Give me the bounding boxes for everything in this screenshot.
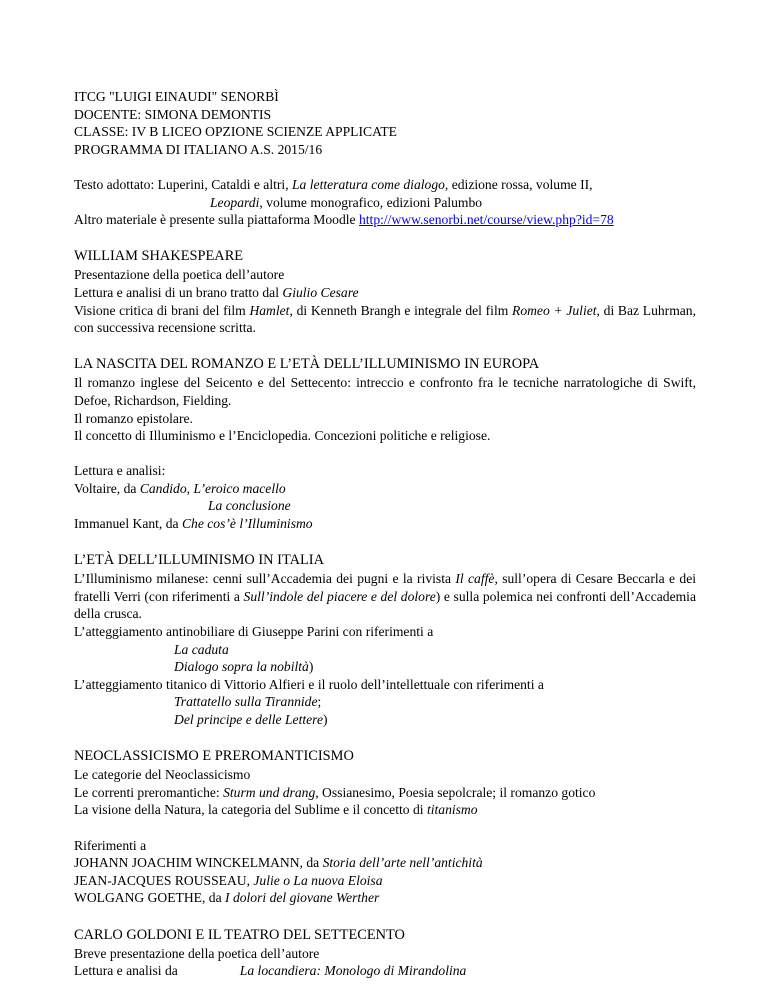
section-title-shakespeare: WILLIAM SHAKESPEARE: [74, 248, 244, 265]
parini-line: L’atteggiamento antinobiliare di Giuseppe Parini con riferimenti a: [74, 624, 434, 640]
voltaire-line-2: La conclusione: [208, 498, 291, 514]
neo-line-2: Le correnti preromantiche: Sturm und drang, Ossianesimo, Poesia sepolcrale; il romanzo gotico: [74, 784, 596, 800]
kant-line: Immanuel Kant, da Che cos’è l’Illuminismo: [74, 516, 313, 532]
adopted-text: Testo adottato: Luperini, Cataldi e altri, La letteratura come dialogo, edizione rossa, volume II,: [74, 176, 593, 192]
romanzo-line-2: Il romanzo epistolare.: [74, 410, 193, 426]
neo-ref-2: JEAN-JACQUES ROUSSEAU, Julie o La nuova Eloisa: [74, 872, 383, 888]
goldoni-line-1: Breve presentazione della poetica dell’autore: [74, 945, 320, 961]
neo-line-3: La visione della Natura, la categoria del Sublime e il concetto di titanismo: [74, 802, 478, 818]
romanzo-reading: Lettura e analisi:: [74, 463, 166, 479]
section-title-goldoni: CARLO GOLDONI E IL TEATRO DEL SETTECENTO: [74, 926, 405, 943]
alfieri-line: L’atteggiamento titanico di Vittorio Alfieri e il ruolo dell’intellettuale con riferimenti a: [74, 676, 544, 692]
goldoni-line-2: Lettura e analisi da La locandiera: Monologo di Mirandolina: [74, 963, 467, 979]
neo-refs: Riferimenti a: [74, 837, 147, 853]
moodle-line: Altro materiale è presente sulla piattaforma Moodle http://www.senorbi.net/course/view.php?id=78: [74, 212, 614, 228]
romanzo-line-3: Il concetto di Illuminismo e l’Enciclopedia. Concezioni politiche e religiose.: [74, 428, 491, 444]
section-title-romanzo: LA NASCITA DEL ROMANZO E L’ETÀ DELL’ILLUMINISMO IN EUROPA: [74, 356, 540, 373]
shakespeare-line-1: Presentazione della poetica dell’autore: [74, 267, 285, 283]
adopted-text-2: Leopardi, volume monografico, edizioni Palumbo: [210, 194, 483, 210]
romanzo-line-1: Il romanzo inglese del Seicento e del Settecento: intreccio e confronto fra le tecniche narratologiche di Swift, Defoe, Richardson, Fielding.: [74, 375, 696, 408]
section-title-italia: L’ETÀ DELL’ILLUMINISMO IN ITALIA: [74, 552, 324, 569]
parini-ref-2: Dialogo sopra la nobiltà): [174, 659, 314, 675]
parini-ref-1: La caduta: [174, 641, 229, 657]
program-title: PROGRAMMA DI ITALIANO A.S. 2015/16: [74, 141, 323, 157]
neo-ref-3: WOLGANG GOETHE, da I dolori del giovane Werther: [74, 890, 380, 906]
neo-ref-1: JOHANN JOACHIM WINCKELMANN, da Storia dell’arte nell’antichità: [74, 855, 483, 871]
moodle-link[interactable]: http://www.senorbi.net/course/view.php?id=78: [358, 212, 614, 228]
alfieri-ref-2: Del principe e delle Lettere): [174, 712, 328, 727]
voltaire-line: Voltaire, da Candido, L’eroico macello: [74, 480, 286, 496]
document-page: [74, 88, 696, 980]
neo-line-1: Le categorie del Neoclassicismo: [74, 767, 251, 783]
teacher-name: DOCENTE: SIMONA DEMONTIS: [74, 106, 272, 122]
italia-line-1: L’Illuminismo milanese: cenni sull’Accademia dei pugni e la rivista Il caffè, sull’opera di Cesare Beccarla e dei fratelli Verri (con riferimenti a Sull’indole del piacere e del dolore) e sulla polemica nei confronti dell’Accademia della crusca.: [74, 571, 697, 622]
shakespeare-line-3: Visione critica di brani del film Hamlet, di Kenneth Brangh e integrale del film Romeo + Juliet, di Baz Luhrman, con successiva recensione scritta.: [74, 302, 696, 336]
section-title-neoclassicismo: NEOCLASSICISMO E PREROMANTICISMO: [74, 748, 354, 765]
school-name: ITCG "LUIGI EINAUDI" SENORBÌ: [74, 89, 279, 104]
class-name: CLASSE: IV B LICEO OPZIONE SCIENZE APPLICATE: [74, 124, 397, 140]
alfieri-ref-1: Trattatello sulla Tirannide;: [174, 694, 322, 710]
shakespeare-line-2: Lettura e analisi di un brano tratto dal Giulio Cesare: [74, 284, 359, 300]
